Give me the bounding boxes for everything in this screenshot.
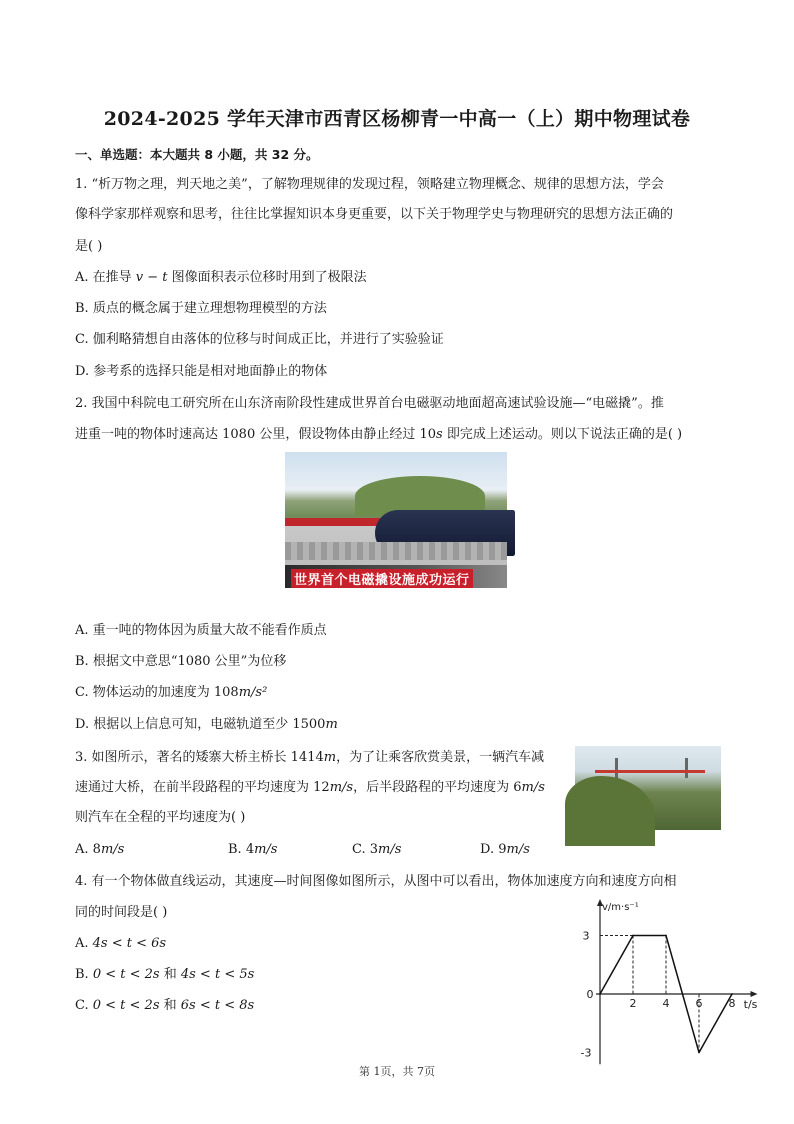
q3-option-c[interactable] [352, 841, 401, 859]
q3-option-d[interactable] [480, 841, 530, 859]
photo-caption: 世界首个电磁撬设施成功运行 [291, 569, 473, 588]
vt-segment-4 [699, 994, 732, 1053]
q1-option-c[interactable]: C. 伽利略猜想自由落体的位移与时间成正比，并进行了实验验证 [75, 332, 444, 347]
q4-option-b[interactable] [75, 966, 254, 984]
q3-option-a-math: m/s [100, 842, 125, 857]
x-tick-label-3: 8 [728, 997, 736, 1010]
exam-title: 2024-2025 学年天津市西青区杨柳青一中高一（上）期中物理试卷 [103, 108, 691, 130]
vt-point-3 [682, 993, 684, 995]
q4-option-b-math2: 4s < t < 5s [180, 967, 255, 982]
q1-option-a-pre: A. 在推导 [75, 270, 136, 285]
maglev-photo [285, 452, 507, 588]
vt-point-2 [665, 935, 667, 937]
q2-stem-line2 [75, 426, 682, 444]
q2-option-d-pre: D. 根据以上信息可知，电磁轨道至少 1500 [75, 717, 326, 732]
photo-mountain [565, 776, 655, 846]
vt-point-5 [731, 993, 733, 995]
q4-stem-line2: 同的时间段是( ) [75, 905, 168, 920]
q3-option-c-pre: C. 3 [352, 842, 379, 857]
q3-stem-line2-mid: ，后半段路程的平均速度为 6 [353, 780, 522, 795]
page-footer: 第 1页，共 7页 [359, 1065, 435, 1078]
q1-stem-line3: 是( ) [75, 239, 103, 254]
q3-stem-line2 [75, 779, 545, 797]
q1-option-b[interactable]: B. 质点的概念属于建立理想物理模型的方法 [75, 301, 327, 316]
q2-stem-line2-pre: 进重一吨的物体时速高达 1080 公里，假设物体由静止经过 10 [75, 427, 437, 442]
x-axis-arrow [751, 991, 758, 997]
q4-stem-line1: 4. 有一个物体做直线运动，其速度—时间图像如图所示，从图中可以看出，物体加速度方向和速度方向相 [75, 874, 677, 889]
q2-stem-line2-post: 即完成上述运动。则以下说法正确的是( ) [442, 427, 683, 442]
q4-option-c[interactable] [75, 997, 254, 1015]
q1-option-a-post: 图像面积表示位移时用到了极限法 [167, 270, 367, 285]
origin-label: 0 [586, 988, 594, 1001]
section-heading: 一、单选题：本大题共 8 小题，共 32 分。 [75, 147, 319, 162]
vt-point-4 [698, 1052, 700, 1054]
q3-option-a-pre: A. 8 [75, 842, 101, 857]
photo-tower-right [685, 758, 688, 778]
vt-point-1 [632, 935, 634, 937]
q4-option-a-math: 4s < t < 6s [92, 936, 167, 951]
y-tick-label-1: -3 [580, 1046, 592, 1060]
q4-option-b-math1: 0 < t < 2s [92, 967, 160, 982]
q3-stem-line1-math: m [323, 750, 337, 765]
q3-option-c-math: m/s [378, 842, 402, 857]
x-tick-label-1: 4 [662, 997, 670, 1010]
q2-option-b[interactable]: B. 根据文中意思“1080 公里”为位移 [75, 654, 287, 669]
q1-option-d[interactable]: D. 参考系的选择只能是相对地面静止的物体 [75, 364, 328, 379]
photo-tower-left [615, 758, 618, 778]
q3-stem-line1-pre: 3. 如图所示，著名的矮寨大桥主桥长 1414 [75, 750, 324, 765]
q1-option-a[interactable] [75, 269, 367, 287]
q4-option-a[interactable] [75, 935, 166, 953]
y-tick-label-0: 3 [582, 929, 590, 943]
q4-option-c-math1: 0 < t < 2s [92, 998, 160, 1013]
x-tick-label-2: 6 [695, 997, 703, 1010]
vt-segment-0 [600, 936, 633, 995]
q2-option-c-pre: C. 物体运动的加速度为 108 [75, 685, 239, 700]
vt-point-0 [599, 993, 601, 995]
x-tick-label-0: 2 [629, 997, 637, 1010]
vt-chart [560, 896, 758, 1060]
q4-option-a-pre: A. [75, 936, 93, 951]
q2-option-a[interactable]: A. 重一吨的物体因为质量大故不能看作质点 [75, 623, 327, 638]
photo-rail [285, 542, 507, 560]
q3-stem-line1 [75, 749, 544, 767]
q4-option-c-pre: C. [75, 998, 93, 1013]
q2-stem-line2-math: s [436, 427, 443, 442]
q4-option-b-pre: B. [75, 967, 93, 982]
q4-option-b-mid: 和 [159, 967, 181, 982]
q3-option-b[interactable] [228, 841, 277, 859]
q3-option-d-pre: D. 9 [480, 842, 507, 857]
x-axis-label: t/s [743, 998, 758, 1011]
q3-stem-line3: 则汽车在全程的平均速度为( ) [75, 810, 246, 825]
q2-option-d[interactable] [75, 716, 338, 734]
q3-option-d-math: m/s [506, 842, 530, 857]
q1-option-a-math: v − t [135, 270, 168, 285]
q3-option-b-math: m/s [254, 842, 278, 857]
q2-option-c[interactable] [75, 684, 267, 702]
vt-segment-2 [666, 936, 683, 995]
q3-option-a[interactable] [75, 841, 124, 859]
q1-stem-line2: 像科学家那样观察和思考，往往比掌握知识本身更重要，以下关于物理学史与物理研究的思想方法正确的 [75, 207, 674, 222]
photo-bridge-deck [595, 770, 705, 773]
q2-option-d-math: m [325, 717, 338, 732]
q4-option-c-math2: 6s < t < 8s [180, 998, 255, 1013]
y-axis-label: v/m·s⁻¹ [602, 902, 639, 913]
q2-stem-line1: 2. 我国中科院电工研究所在山东济南阶段性建成世界首台电磁驱动地面超高速试验设施—“电磁撬”。推 [75, 396, 664, 411]
q1-stem-line1: 1. “析万物之理，判天地之美”，了解物理规律的发现过程，领略建立物理概念、规律的思想方法，学会 [75, 177, 664, 192]
q3-stem-line2-math1: m/s [329, 780, 354, 795]
bridge-photo [575, 746, 721, 830]
q3-option-b-pre: B. 4 [228, 842, 255, 857]
q2-option-c-math: m/s² [238, 685, 268, 700]
q3-stem-line2-pre: 速通过大桥，在前半段路程的平均速度为 12 [75, 780, 330, 795]
q4-option-c-mid: 和 [159, 998, 181, 1013]
q3-stem-line1-post: ，为了让乘客欣赏美景，一辆汽车减 [336, 750, 545, 765]
q3-stem-line2-math2: m/s [521, 780, 545, 795]
